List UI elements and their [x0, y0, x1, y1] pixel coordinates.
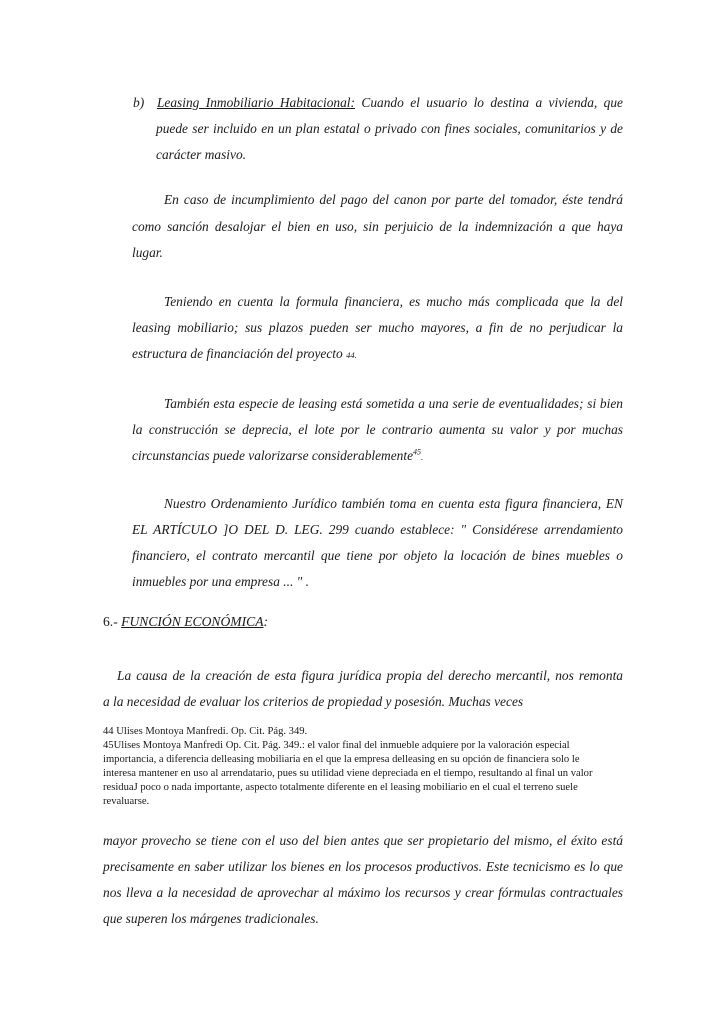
section-title: FUNCIÓN ECONÓMICA	[121, 614, 264, 629]
para6-line-4: que superen los márgenes tradicionales.	[103, 911, 319, 926]
section-6-heading	[103, 614, 268, 630]
item-b-text: Cuando el usuario lo destina a vivienda, que	[361, 95, 623, 110]
para5-line-1: La causa de la creación de esta figura jurídica propia del derecho mercantil, nos remonta	[117, 668, 623, 683]
section-colon: :	[263, 614, 269, 629]
para4-line-1: Nuestro Ordenamiento Jurídico también toma en cuenta esta figura financiera, EN	[164, 496, 623, 511]
para3-line-1: También esta especie de leasing está sometida a una serie de eventualidades; si bien	[164, 396, 623, 411]
para2-line-2: leasing mobiliario; sus plazos pueden ser mucho mayores, a fin de no perjudicar la	[132, 320, 623, 335]
para1-line-3: lugar.	[132, 245, 163, 260]
footnote-45-line-2: importancia, a diferencia delleasing mobiliaria en el que la empresa delleasing en su opción de financiera solo le	[103, 754, 580, 765]
item-b-title: Leasing Inmobiliario Habitacional:	[156, 95, 355, 110]
footnote-45-line-1: 45Ulises Montoya Manfredi Op. Cit. Pág. 349.: el valor final del inmueble adquiere por la valoración especial	[103, 740, 570, 751]
footnote-ref-44: 44.	[346, 350, 357, 360]
para4-line-4: inmuebles por una empresa ... " .	[132, 574, 309, 589]
para5-line-2: a la necesidad de evaluar los criterios de propiedad y posesión. Muchas veces	[103, 694, 524, 709]
footnote-44: 44 Ulises Montoya Manfredi. Op. Cit. Pág. 349.	[103, 726, 308, 737]
para6-line-2: precisamente en saber utilizar los bienes en los procesos productivos. Este tecnicismo es lo que	[103, 859, 623, 874]
item-b-line-1	[133, 95, 623, 111]
para1-line-1: En caso de incumplimiento del pago del canon por parte del tomador, éste tendrá	[164, 192, 623, 207]
section-number: 6.-	[103, 614, 118, 629]
para1-line-2: como sanción desalojar el bien en uso, sin perjuicio de la indemnización a que haya	[132, 219, 623, 234]
para2-text: estructura de financiación del proyecto	[132, 346, 343, 361]
para2-line-3	[132, 346, 357, 363]
para6-line-3: nos lleva a la necesidad de aprovechar al máximo los recursos y crear fórmulas contractuales	[103, 885, 623, 900]
footnote-45-line-5: revaluarse.	[103, 796, 150, 807]
footnote-45-line-3: interesa mantener en uso al arrendatario, pues su utilidad viene depreciada en el tiempo, resultando al final un valor	[103, 768, 593, 779]
para4-line-3: financiero, el contrato mercantil que tiene por objeto la locación de bines muebles o	[132, 548, 623, 563]
item-b-marker: b)	[133, 95, 145, 110]
item-b-line-2: puede ser incluido en un plan estatal o privado con fines sociales, comunitarios y de	[156, 121, 623, 136]
para4-line-2: EL ARTÍCULO ]O DEL D. LEG. 299 cuando establece: " Considérese arrendamiento	[132, 522, 623, 537]
footnote-ref-45: 45	[413, 447, 422, 457]
para3-end: .	[421, 452, 424, 462]
footnote-45-line-4: residuaJ poco o nada importante, aspecto totalmente diferente en el leasing mobiliario en el cual el terreno suele	[103, 782, 578, 793]
para2-line-1: Teniendo en cuenta la formula financiera, es mucho más complicada que la del	[164, 294, 623, 309]
para3-line-2: la construcción se deprecia, el lote por le contrario aumenta su valor y por muchas	[132, 422, 623, 437]
para3-line-3	[132, 448, 423, 465]
para3-text: circunstancias puede valorizarse considerablemente	[132, 448, 414, 463]
item-b-line-3: carácter masivo.	[156, 147, 246, 162]
para6-line-1: mayor provecho se tiene con el uso del bien antes que ser propietario del mismo, el éxito está	[103, 833, 623, 848]
